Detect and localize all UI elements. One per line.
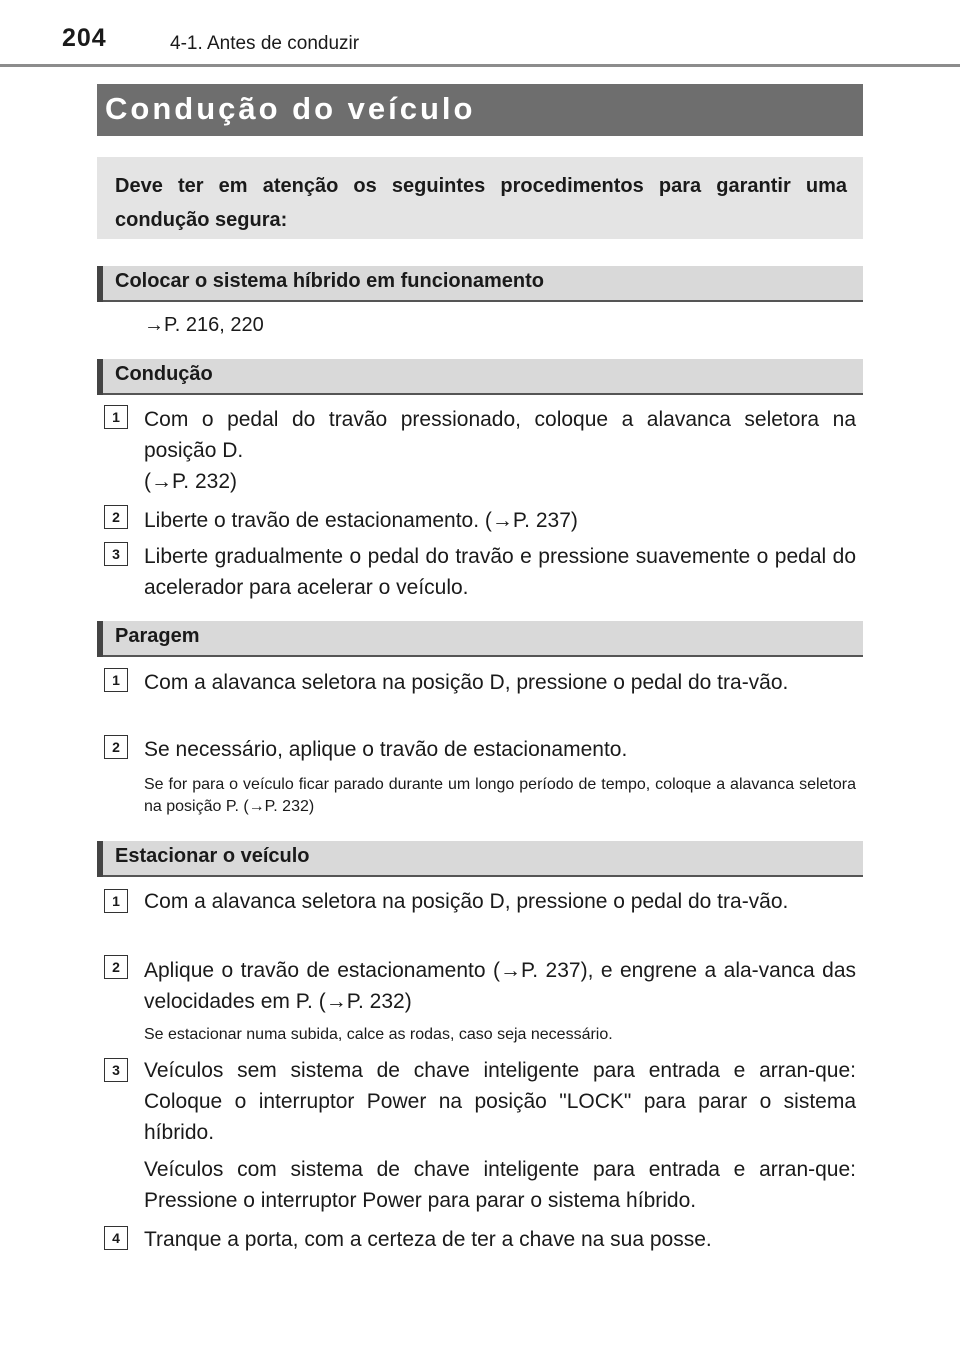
step-number-box: 1 [104,668,128,692]
step-note: Se for para o veículo ficar parado durante um longo período de tempo, coloque a alavanca seletora na posição P. (→P. 232) [144,776,856,815]
page-number: 204 [62,24,107,52]
step-text: Liberte o travão de estacionamento. (→P. 237) [144,509,578,532]
subheading-hybrid-start [97,266,863,302]
step-number-box: 4 [104,1226,128,1250]
section-title: 4-1. Antes de conduzir [170,33,360,54]
page-reference: →P. 216, 220 [144,314,264,336]
step-text: Com a alavanca seletora na posição D, pressione o pedal do tra-vão. [144,671,789,694]
step-text: Aplique o travão de estacionamento (→P. 237), e engrene a ala-vanca das velocidades em P. (→P. 232) [144,959,856,1013]
step-number-box: 1 [104,889,128,913]
step-text-alt: Veículos com sistema de chave inteligente para entrada e arran-que: Pressione o interruptor Power para parar o sistema híbrido. [144,1158,856,1212]
subheading-parking [97,841,863,877]
step-number-box: 1 [104,405,128,429]
step-text [144,404,856,497]
step-number-box: 2 [104,735,128,759]
page-title: Condução do veículo [105,91,476,126]
page-title-bar [97,84,863,136]
page-header [0,0,960,68]
step-reference: (→P. 232) [144,470,237,493]
intro-text: Deve ter em atenção os seguintes procedimentos para garantir uma condução segura: [115,175,847,231]
subheading-text: Condução [115,363,213,385]
step-number-box: 2 [104,505,128,529]
step-text: Com a alavanca seletora na posição D, pressione o pedal do tra-vão. [144,890,789,913]
subheading-text: Paragem [115,625,200,647]
step-number-box: 2 [104,955,128,979]
step-text: Se necessário, aplique o travão de estacionamento. [144,738,628,761]
step-number-box: 3 [104,1058,128,1082]
subheading-driving [97,359,863,395]
step-number-box: 3 [104,542,128,566]
subheading-text: Colocar o sistema híbrido em funcionamento [115,270,544,292]
step-text: Tranque a porta, com a certeza de ter a chave na sua posse. [144,1228,712,1251]
step-text: Liberte gradualmente o pedal do travão e pressione suavemente o pedal do acelerador para acelerar o veículo. [144,545,856,599]
intro-box [97,157,863,239]
step-text: Veículos sem sistema de chave inteligente para entrada e arran-que: Coloque o interruptor Power na posição "LOCK" para parar o sistema híbrido. [144,1059,856,1144]
subheading-text: Estacionar o veículo [115,845,310,867]
step-note: Se estacionar numa subida, calce as rodas, caso seja necessário. [144,1026,613,1043]
step-body: Com o pedal do travão pressionado, coloque a alavanca seletora na posição D. [144,408,856,462]
subheading-stopping [97,621,863,657]
header-divider [0,64,960,67]
